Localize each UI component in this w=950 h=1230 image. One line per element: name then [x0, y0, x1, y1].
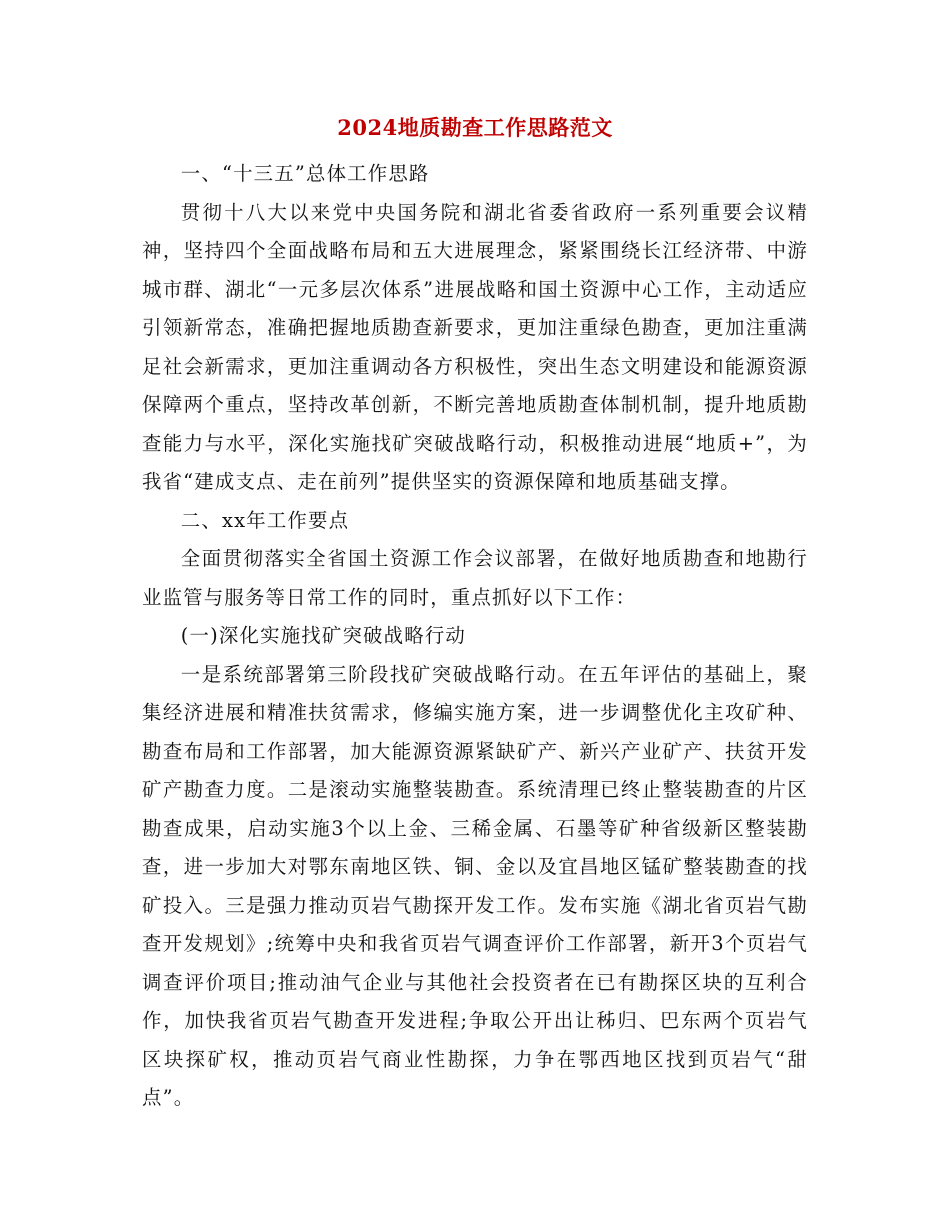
- body-paragraph: 全面贯彻落实全省国土资源工作会议部署，在做好地质勘查和地勘行业监管与服务等日常工作的同时，重点抓好以下工作：: [142, 547, 808, 609]
- body-paragraph: 一是系统部署第三阶段找矿突破战略行动。在五年评估的基础上，聚集经济进展和精准扶贫需求，修编实施方案，进一步调整优化主攻矿种、勘查布局和工作部署，加大能源资源紧缺矿产、新兴产业矿产、扶贫开发矿产勘查力度。二是滚动实施整装勘查。系统清理已终止整装勘查的片区勘查成果，启动实施3个以上金、三稀金属、石墨等矿种省级新区整装勘查，进一步加大对鄂东南地区铁、铜、金以及宜昌地区锰矿整装勘查的找矿投入。三是强力推动页岩气勘探开发工作。发布实施《湖北省页岩气勘查开发规划》;统筹中央和我省页岩气调查评价工作部署，新开3个页岩气调查评价项目;推动油气企业与其他社会投资者在已有勘探区块的互利合作，加快我省页岩气勘查开发进程;争取公开出让秭归、巴东两个页岩气区块探矿权，推动页岩气商业性勘探，力争在鄂西地区找到页岩气“甜点”。: [142, 662, 808, 1109]
- document-body: [142, 155, 808, 1118]
- section-heading: 二、xx年工作要点: [180, 508, 350, 532]
- section-heading: 一、“十三五”总体工作思路: [180, 162, 430, 185]
- body-paragraph: 贯彻十八大以来党中央国务院和湖北省委省政府一系列重要会议精神，坚持四个全面战略布局和五大进展理念，紧紧围绕长江经济带、中游城市群、湖北“一元多层次体系”进展战略和国土资源中心工作，主动适应引领新常态，准确把握地质勘查新要求，更加注重绿色勘查，更加注重满足社会新需求，更加注重调动各方积极性，突出生态文明建设和能源资源保障两个重点，坚持改革创新，不断完善地质勘查体制机制，提升地质勘查能力与水平，深化实施找矿突破战略行动，积极推动进展“地质+”，为我省“建成支点、走在前列”提供坚实的资源保障和地质基础支撑。: [142, 200, 808, 493]
- document-title: 2024地质勘查工作思路范文: [337, 115, 613, 140]
- subsection-heading: (一)深化实施找矿突破战略行动: [180, 624, 467, 647]
